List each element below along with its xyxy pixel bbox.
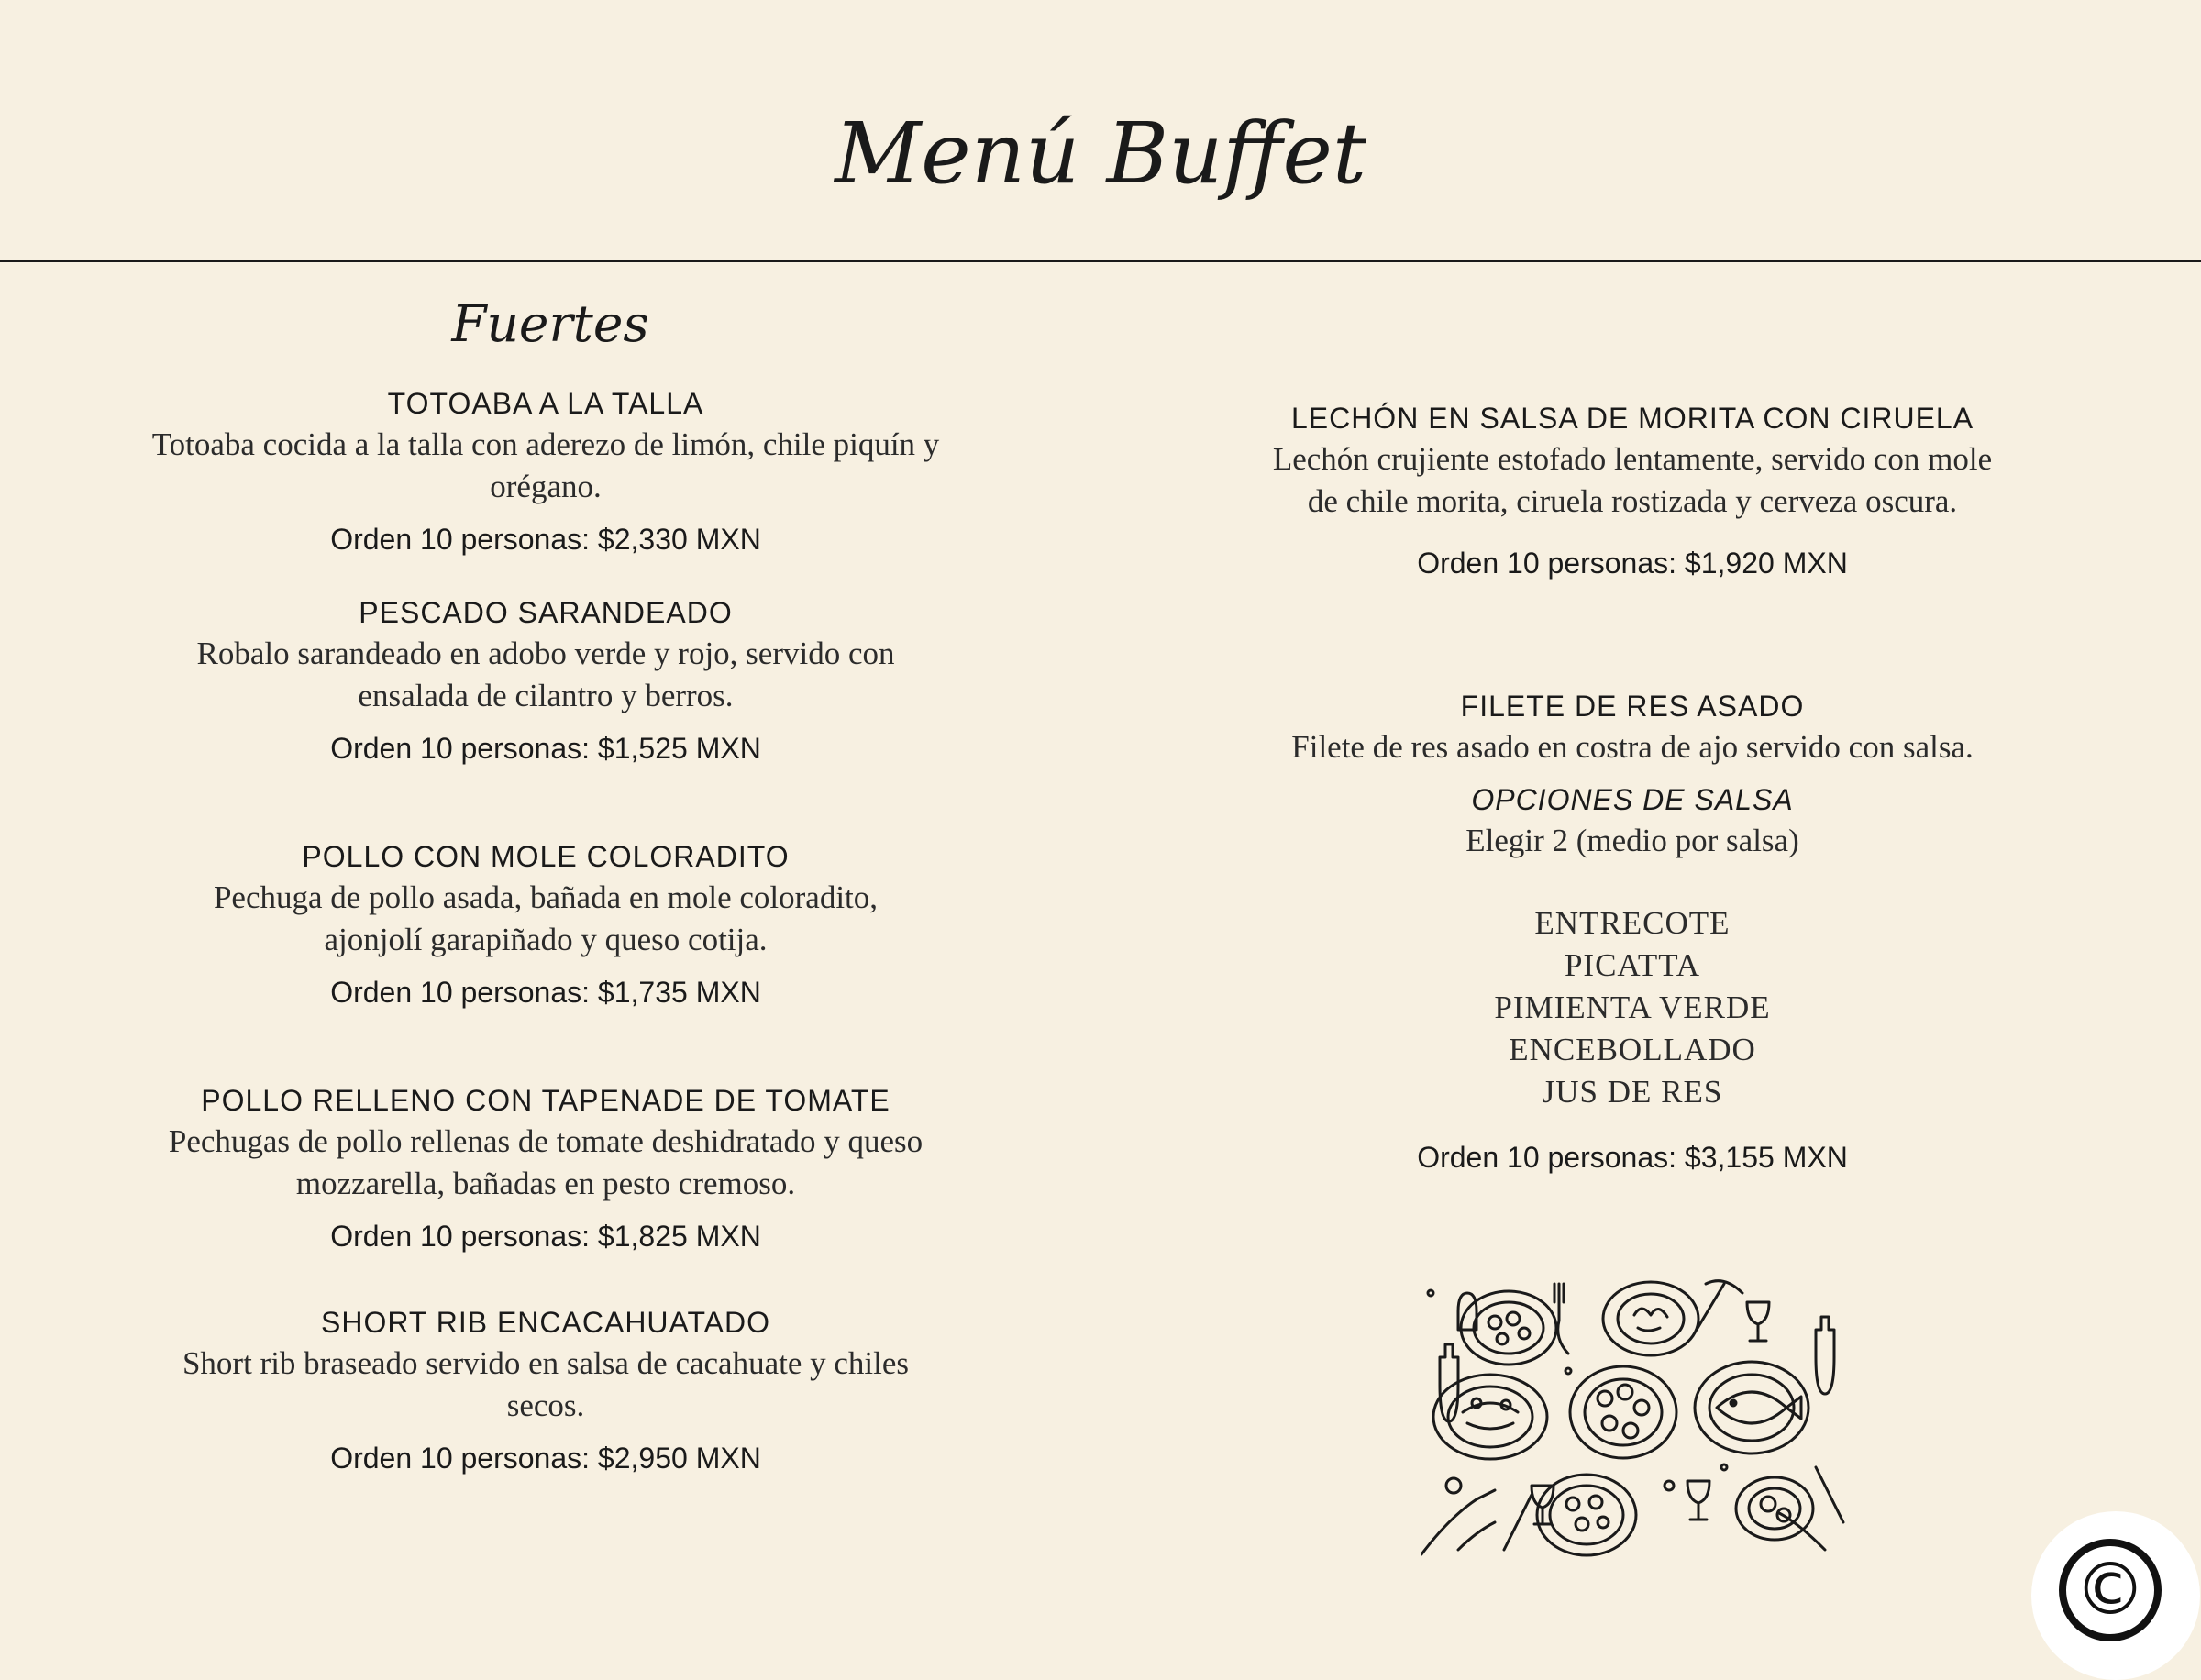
dish-filete (1229, 686, 2036, 1177)
sauce-option: ENCEBOLLADO (1509, 1032, 1756, 1067)
dish-price: Orden 10 personas: $1,525 MXN (330, 732, 761, 765)
dish-description: Pechugas de pollo rellenas de tomate deshidratado y queso mozzarella, bañadas en pesto cremoso. (168, 1123, 924, 1201)
dish-name: PESCADO SARANDEADO (359, 596, 733, 629)
dish-price: Orden 10 personas: $1,825 MXN (330, 1220, 761, 1253)
sauce-option: PIMIENTA VERDE (1494, 989, 1771, 1025)
dish-name: TOTOABA A LA TALLA (387, 387, 704, 420)
dish-pescado (110, 592, 981, 768)
dining-table-illustration (1421, 1275, 1853, 1568)
section-title: Fuertes (451, 294, 649, 353)
dish-pollo-mole (110, 836, 981, 1012)
copyright-badge (2031, 1511, 2200, 1680)
sauce-option: JUS DE RES (1542, 1074, 1723, 1110)
dish-description: Pechuga de pollo asada, bañada en mole coloradito, ajonjolí garapiñado y queso cotija. (213, 879, 879, 957)
sauce-options-list (1229, 902, 2036, 1113)
dish-short-rib (110, 1302, 981, 1478)
dish-description: Short rib braseado servido en salsa de cacahuate y chiles secos. (182, 1345, 910, 1423)
page-title: Menú Buffet (835, 105, 1366, 203)
dish-price: Orden 10 personas: $2,330 MXN (330, 523, 761, 556)
copyright-icon: © (2059, 1539, 2162, 1641)
dish-price: Orden 10 personas: $2,950 MXN (330, 1442, 761, 1475)
dish-description: Lechón crujiente estofado lentamente, servido con mole de chile morita, ciruela rostizada y cerveza oscura. (1272, 441, 1993, 519)
dish-lechon (1229, 398, 2036, 583)
dish-name: FILETE DE RES ASADO (1460, 690, 1805, 723)
sauce-option: ENTRECOTE (1534, 905, 1731, 941)
dish-price: Orden 10 personas: $1,735 MXN (330, 976, 761, 1009)
dish-description: Totoaba cocida a la talla con aderezo de limón, chile piquín y orégano. (151, 426, 940, 504)
dish-pollo-relleno (110, 1080, 981, 1256)
dish-description: Robalo sarandeado en adobo verde y rojo, servido con ensalada de cilantro y berros. (196, 636, 895, 713)
dish-totoaba (110, 383, 981, 559)
dish-description: Filete de res asado en costra de ajo servido con salsa. (1291, 729, 1974, 765)
dish-name: POLLO RELLENO CON TAPENADE DE TOMATE (201, 1084, 890, 1117)
dish-name: POLLO CON MOLE COLORADITO (302, 840, 790, 873)
sauce-options-note: Elegir 2 (medio por salsa) (1465, 823, 1799, 858)
dish-name: LECHÓN EN SALSA DE MORITA CON CIRUELA (1290, 402, 1974, 435)
dish-name: SHORT RIB ENCACAHUATADO (320, 1306, 771, 1339)
header-divider (0, 260, 2201, 262)
sauce-options-title: OPCIONES DE SALSA (1471, 783, 1794, 816)
sauce-option: PICATTA (1564, 947, 1701, 983)
dish-price: Orden 10 personas: $3,155 MXN (1417, 1141, 1848, 1174)
dish-price: Orden 10 personas: $1,920 MXN (1417, 547, 1848, 580)
